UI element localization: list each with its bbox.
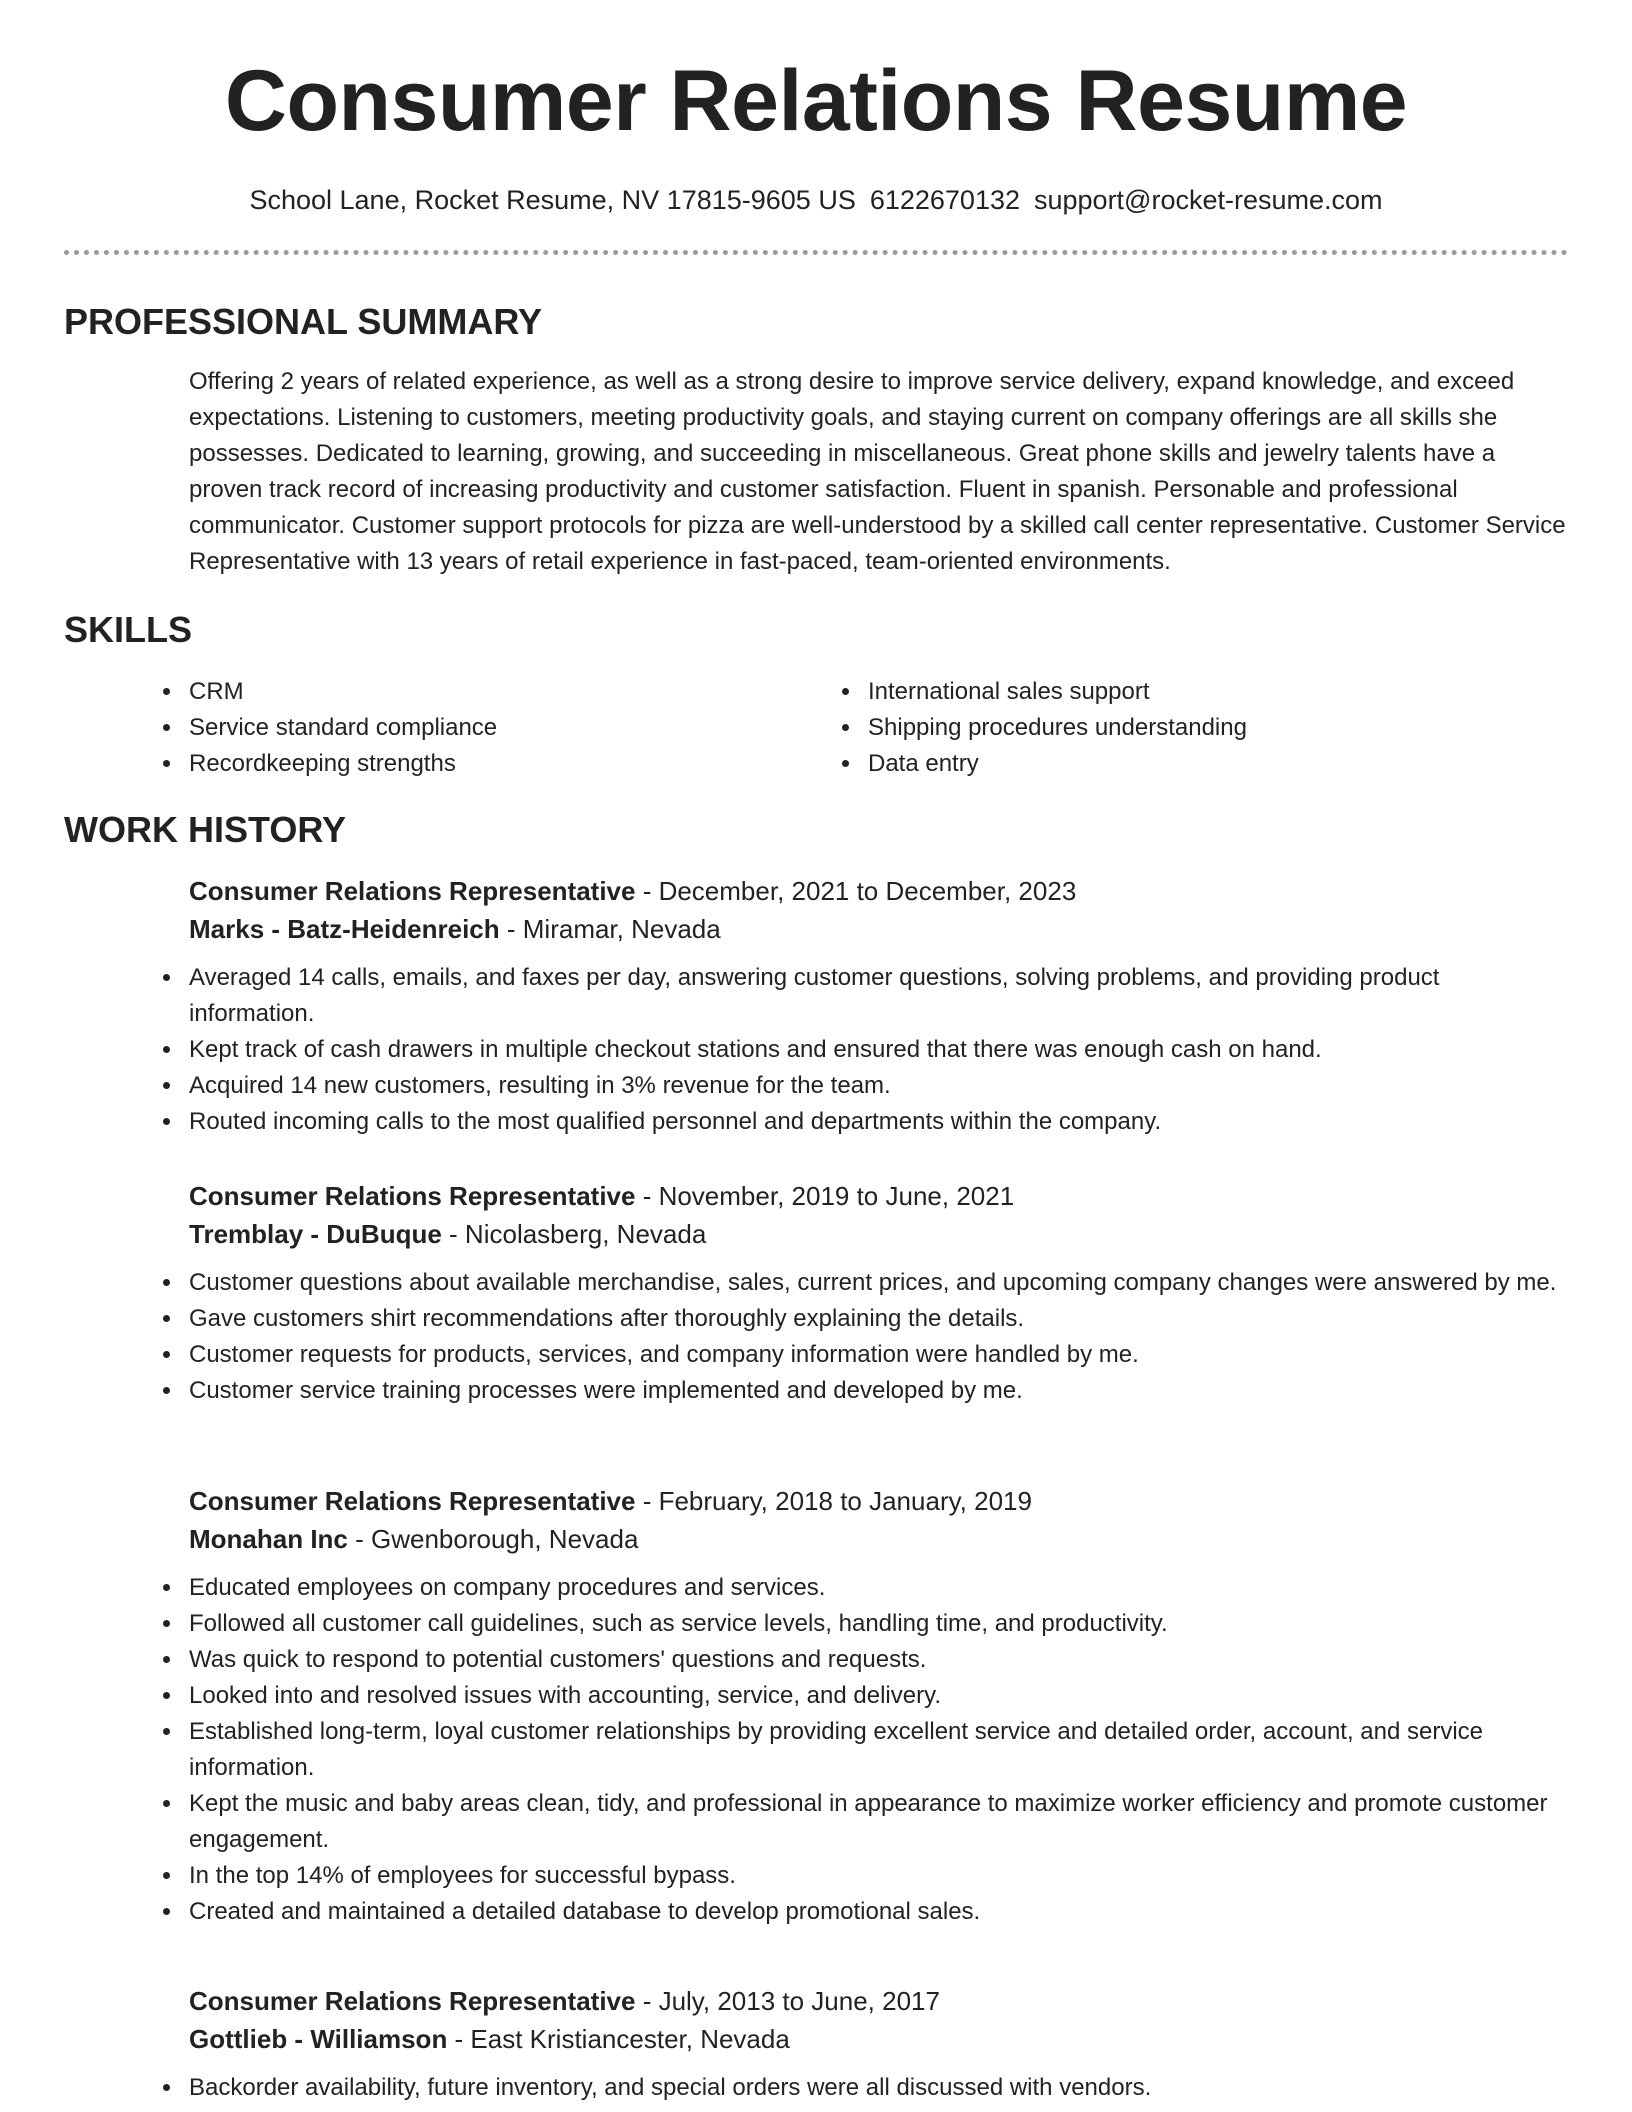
job-entry [189, 1177, 1569, 1409]
summary-text: Offering 2 years of related experience, as well as a strong desire to improve service delivery, expand knowledge, and exceed expectations. Listening to customers, meeting productivity goals, and staying current on company offerings are all skills she possesses. Dedicated to learning, growing, and succeeding in miscellaneous. Great phone skills and jewelry talents have a proven track record of increasing productivity and customer satisfaction. Fluent in spanish. Personable and professional communicator. Customer support protocols for pizza are well-understood by a skilled call center representative. Customer Service Representative with 13 years of retail experience in fast-paced, team-oriented environments. [189, 368, 1566, 575]
job-location: - Miramar, Nevada [499, 914, 721, 944]
job-duty: Gave customers shirt recommendations after thoroughly explaining the details. [145, 1301, 1569, 1337]
job-title: Consumer Relations Representative [189, 1986, 636, 2016]
skill-item: International sales support [824, 674, 1464, 710]
job-duty: Customer requests for products, services, and company information were handled by me. [145, 1337, 1569, 1373]
job-duty: Looked into and resolved issues with accounting, service, and delivery. [145, 1678, 1569, 1714]
job-entry [189, 1482, 1569, 1930]
job-duties-list [145, 960, 1569, 1140]
job-company: Tremblay - DuBuque [189, 1219, 442, 1249]
job-duty: Created and maintained a detailed database to develop promotional sales. [145, 1894, 1569, 1930]
job-duty: Customer questions about available merchandise, sales, current prices, and upcoming company changes were answered by me. [145, 1265, 1569, 1301]
summary-heading: PROFESSIONAL SUMMARY [64, 301, 543, 342]
skill-item: Data entry [824, 746, 1464, 782]
job-duty: Backorder availability, future inventory, and special orders were all discussed with vendors. [145, 2070, 1569, 2106]
skills-heading: SKILLS [64, 609, 193, 650]
job-dates: - December, 2021 to December, 2023 [635, 876, 1077, 906]
skills-list-left [145, 674, 785, 782]
job-title: Consumer Relations Representative [189, 876, 636, 906]
job-duty: In the top 14% of employees for successful bypass. [145, 1858, 1569, 1894]
header-divider [64, 250, 1568, 255]
job-duty: Was quick to respond to potential customers' questions and requests. [145, 1642, 1569, 1678]
job-company: Gottlieb - Williamson [189, 2024, 448, 2054]
job-entry [189, 1982, 1569, 2106]
job-duty: Educated employees on company procedures and services. [145, 1570, 1569, 1606]
contact-line [0, 182, 1632, 218]
work-history-heading: WORK HISTORY [64, 809, 347, 850]
skill-item: Shipping procedures understanding [824, 710, 1464, 746]
skills-list-right [824, 674, 1464, 782]
address-text: School Lane, Rocket Resume, NV 17815-9605 US [249, 185, 856, 215]
job-duties-list [145, 2070, 1569, 2106]
job-location: - Gwenborough, Nevada [347, 1524, 639, 1554]
skill-item: Recordkeeping strengths [145, 746, 785, 782]
email-text: support@rocket-resume.com [1034, 185, 1383, 215]
job-company-line [189, 2020, 1569, 2058]
job-title: Consumer Relations Representative [189, 1486, 636, 1516]
skill-item: CRM [145, 674, 785, 710]
job-entry [189, 872, 1569, 1140]
job-title: Consumer Relations Representative [189, 1181, 636, 1211]
job-duty: Established long-term, loyal customer relationships by providing excellent service and detailed order, account, and service information. [145, 1714, 1569, 1786]
job-duties-list [145, 1265, 1569, 1409]
job-duty: Followed all customer call guidelines, such as service levels, handling time, and productivity. [145, 1606, 1569, 1642]
job-company: Monahan Inc [189, 1524, 348, 1554]
job-dates: - February, 2018 to January, 2019 [635, 1486, 1032, 1516]
job-duty: Customer service training processes were implemented and developed by me. [145, 1373, 1569, 1409]
job-company-line [189, 910, 1569, 948]
job-company: Marks - Batz-Heidenreich [189, 914, 500, 944]
job-location: - East Kristiancester, Nevada [447, 2024, 790, 2054]
job-title-line [189, 1177, 1569, 1215]
job-title-line [189, 1982, 1569, 2020]
job-company-line [189, 1215, 1569, 1253]
job-duty: Kept the music and baby areas clean, tidy, and professional in appearance to maximize worker efficiency and promote customer engagement. [145, 1786, 1569, 1858]
job-title-line [189, 1482, 1569, 1520]
job-location: - Nicolasberg, Nevada [441, 1219, 707, 1249]
phone-text: 6122670132 [869, 185, 1020, 215]
job-dates: - July, 2013 to June, 2017 [635, 1986, 940, 2016]
skill-item: Service standard compliance [145, 710, 785, 746]
job-duty: Acquired 14 new customers, resulting in 3% revenue for the team. [145, 1068, 1569, 1104]
resume-title: Consumer Relations Resume [224, 53, 1408, 149]
job-duty: Kept track of cash drawers in multiple checkout stations and ensured that there was enough cash on hand. [145, 1032, 1569, 1068]
job-duty: Averaged 14 calls, emails, and faxes per day, answering customer questions, solving problems, and providing product information. [145, 960, 1569, 1032]
job-company-line [189, 1520, 1569, 1558]
job-title-line [189, 872, 1569, 910]
job-duty: Routed incoming calls to the most qualified personnel and departments within the company. [145, 1104, 1569, 1140]
job-dates: - November, 2019 to June, 2021 [635, 1181, 1015, 1211]
job-duties-list [145, 1570, 1569, 1930]
